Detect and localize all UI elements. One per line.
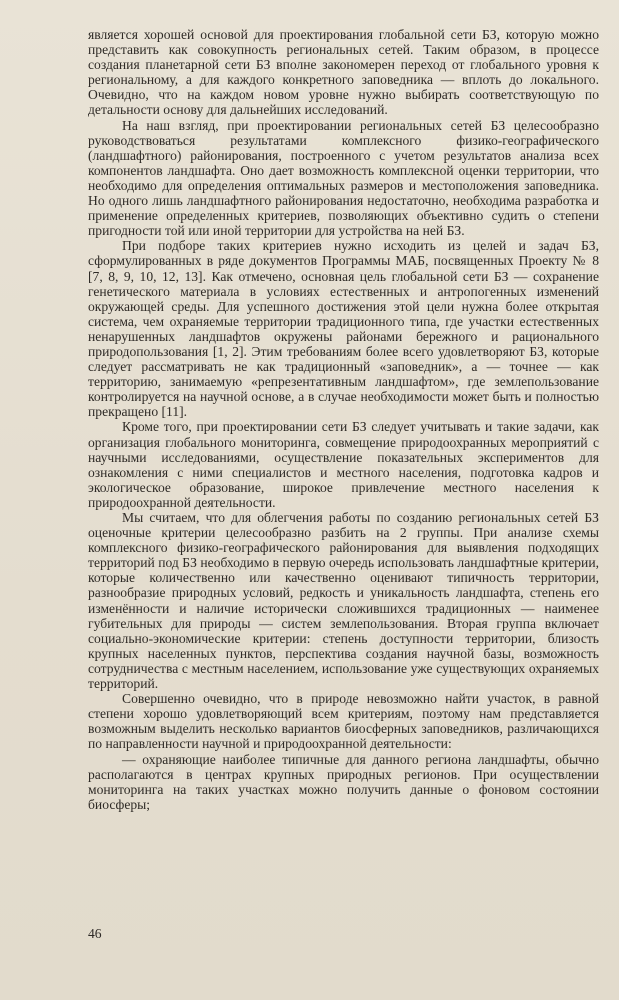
paragraph-2: На наш взгляд, при проектировании региональных сетей БЗ целесообразно руководствоваться результатами комплексного физико-географического (ландшафтного) районирования, построенного с учетом результатов анализа всех компонентов ландшафта. Оно дает возможность комплексной оценки территории, что необходимо для определения оптимальных размеров и местоположения заповедника. Но одного лишь ландшафтного районирования недостаточно, необходима разработка и применение определенных критериев, позволяющих объективно судить о степени пригодности той или иной территории для устройства на ней БЗ. [88,117,599,239]
paragraph-6: Совершенно очевидно, что в природе невозможно найти участок, в равной степени хорошо удовлетворяющий всем критериям, поэтому нам представляется возможным выделить несколько вариантов биосферных заповедников, различающихся по направленности научной и природоохранной деятельности: [88,691,599,752]
paragraph-7: — охраняющие наиболее типичные для данного региона ландшафты, обычно располагаются в центрах крупных природных регионов. При осуществлении мониторинга на таких участках можно получить данные о фоновом состоянии биосферы; [88,751,599,812]
paragraph-3: При подборе таких критериев нужно исходить из целей и задач БЗ, сформулированных в ряде документов Программы МАБ, посвященных Проекту № 8 [7, 8, 9, 10, 12, 13]. Как отмечено, основная цель глобальной сети БЗ — сохранение генетического материала в условиях естественных и антропогенных изменений окружающей среды. Для успешного достижения этой цели нужна более открытая система, чем охраняемые территории традиционного типа, где участки естественных ненарушенных ландшафтов окружены районами бережного и рационального природопользования [1, 2]. Этим требованиям более всего удовлетворяют БЗ, которые следует рассматривать не как традиционный «заповедник», а — точнее — как территорию, занимаемую «репрезентативным ландшафтом», где землепользование контролируется на научной основе, а в случае необходимости может быть и полностью прекращено [11]. [88,238,599,420]
paragraph-4: Кроме того, при проектировании сети БЗ следует учитывать и такие задачи, как организация глобального мониторинга, совмещение природоохранных мероприятий с научными исследованиями, осуществление показательных экспериментов для ознакомления с ними специалистов и местного населения, подготовка кадров и экологическое образование, широкое привлечение местного населения к природоохранной деятельности. [88,419,599,510]
paragraph-5: Мы считаем, что для облегчения работы по созданию региональных сетей БЗ оценочные критерии целесообразно разбить на 2 группы. При анализе схемы комплексного физико-географического районирования для выявления подходящих территорий под БЗ необходимо в первую очередь использовать ландшафтные критерии, которые количественно или качественно оценивают типичность территории, разнообразие природных условий, редкость и уникальность ландшафта, степень его изменённости и наличие исторически сложившихся традиционных — наименее губительных для природы — систем землепользования. Вторая группа включает социально-экономические критерии: степень доступности территории, близость крупных населенных пунктов, перспектива создания научной базы, возможность сотрудничества с местным населением, использование уже существующих охраняемых территорий. [88,510,599,692]
paragraph-1: является хорошей основой для проектирования глобальной сети БЗ, которую можно представить как совокупность региональных сетей. Таким образом, в процессе создания планетарной сети БЗ вполне закономерен переход от глобального уровня к региональному, а для каждого конкретного заповедника — вплоть до локального. Очевидно, что на каждом новом уровне нужно выбирать соответствующую по детальности основу для дальнейших исследований. [88,27,599,118]
page-number: 46 [88,926,102,941]
body-text [88,27,599,812]
